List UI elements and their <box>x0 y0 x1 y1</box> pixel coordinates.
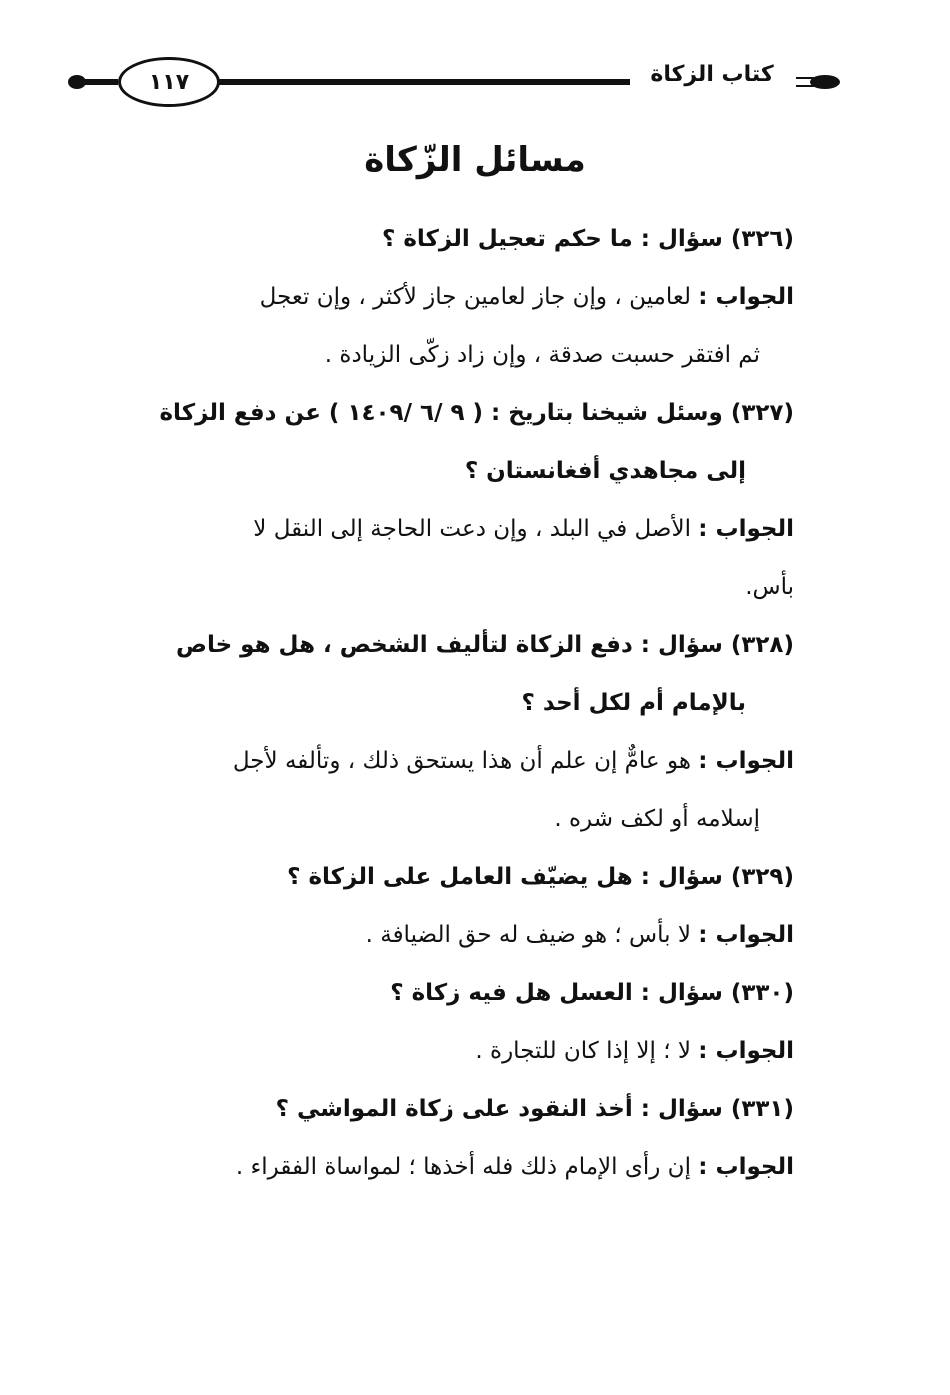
answer-text: لا ؛ إلا إذا كان للتجارة . <box>475 1038 699 1064</box>
page-number: ١١٧ <box>148 69 190 95</box>
answer-text-continued: إسلامه أو لكف شره . <box>554 806 760 832</box>
answer-330 <box>78 1022 794 1080</box>
question-330: (٣٣٠) سؤال : العسل هل فيه زكاة ؟ <box>390 980 794 1006</box>
header-rule-middle <box>218 79 630 85</box>
answer-326 <box>78 268 794 384</box>
answer-label: الجواب : <box>698 284 794 310</box>
answer-text: هو عامٌّ إن علم أن هذا يستحق ذلك ، وتألفه لأجل <box>232 748 699 774</box>
question-328 <box>78 616 794 732</box>
body-text <box>78 210 794 1196</box>
running-head: كتاب الزكاة <box>650 62 774 87</box>
answer-text-continued: بأس. <box>745 574 794 600</box>
answer-327 <box>78 500 794 616</box>
page-number-oval <box>118 57 220 107</box>
question-text: (٣٢٧) وسئل شيخنا بتاريخ : ( ٩ /٦ /١٤٠٩ ) عن دفع الزكاة <box>159 400 794 426</box>
answer-331 <box>78 1138 794 1196</box>
page-title: مسائل الزّكاة <box>364 140 586 180</box>
answer-text-continued: ثم افتقر حسبت صدقة ، وإن زاد زكّى الزيادة . <box>324 342 760 368</box>
question-text-continued: بالإمام أم لكل أحد ؟ <box>521 690 746 716</box>
answer-text: إن رأى الإمام ذلك فله أخذها ؛ لمواساة الفقراء . <box>235 1154 699 1180</box>
header-rule-left <box>78 79 118 85</box>
answer-text: الأصل في البلد ، وإن دعت الحاجة إلى النقل لا <box>253 516 699 542</box>
answer-label: الجواب : <box>698 748 794 774</box>
ornament-dot-right <box>810 75 840 89</box>
question-text: (٣٢٨) سؤال : دفع الزكاة لتأليف الشخص ، هل هو خاص <box>176 632 794 658</box>
answer-label: الجواب : <box>698 516 794 542</box>
answer-label: الجواب : <box>698 922 794 948</box>
answer-328 <box>78 732 794 848</box>
answer-label: الجواب : <box>698 1154 794 1180</box>
question-326: (٣٢٦) سؤال : ما حكم تعجيل الزكاة ؟ <box>381 226 794 252</box>
answer-329 <box>78 906 794 964</box>
question-329: (٣٢٩) سؤال : هل يضيّف العامل على الزكاة ؟ <box>287 864 794 890</box>
question-331: (٣٣١) سؤال : أخذ النقود على زكاة المواشي ؟ <box>275 1096 794 1122</box>
question-text-continued: إلى مجاهدي أفغانستان ؟ <box>464 458 746 484</box>
answer-label: الجواب : <box>698 1038 794 1064</box>
question-327 <box>78 384 794 500</box>
answer-text: لعامين ، وإن جاز لعامين جاز لأكثر ، وإن تعجل <box>259 284 699 310</box>
answer-text: لا بأس ؛ هو ضيف له حق الضيافة . <box>365 922 699 948</box>
